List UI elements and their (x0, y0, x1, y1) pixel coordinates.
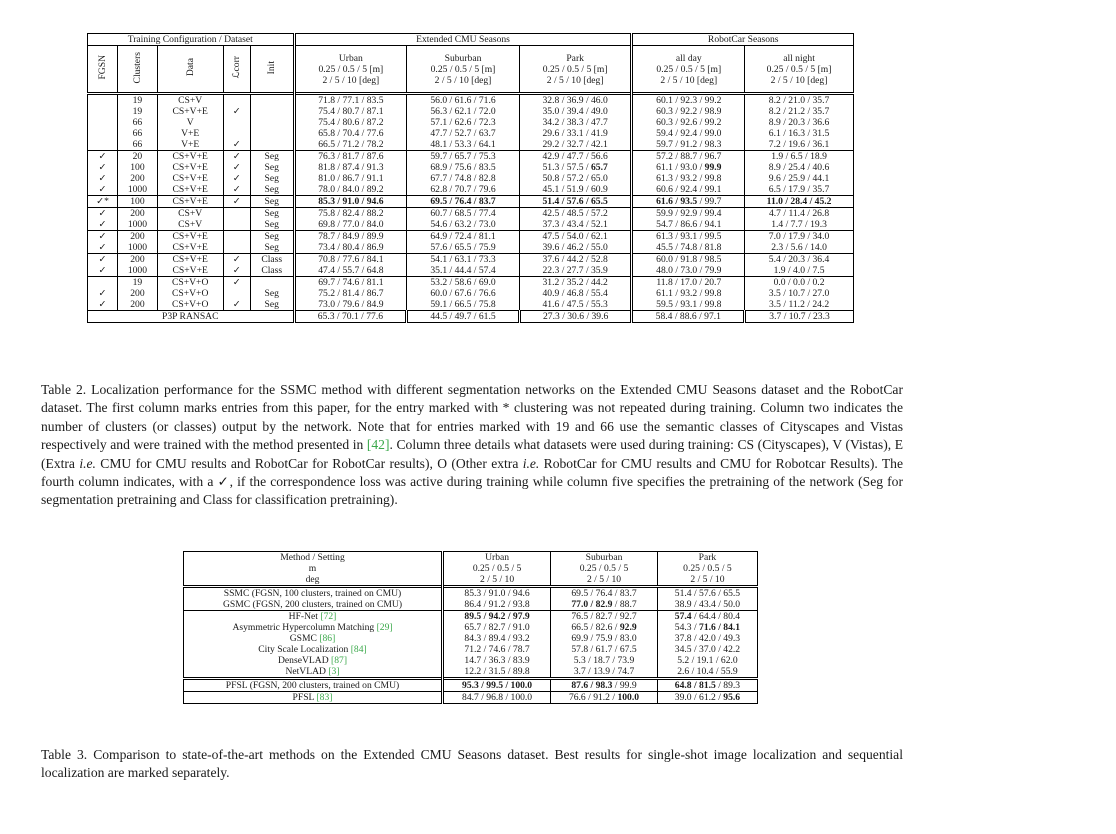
cell-suburban: 47.7 / 52.7 / 63.7 (407, 128, 520, 139)
cell-init: Seg (250, 231, 294, 243)
cell-fgsn: ✓ (98, 173, 107, 184)
cell-urban: 65.7 / 82.7 / 91.0 (443, 622, 551, 633)
cell-suburban: 77.0 / 82.9 / 88.7 (551, 599, 658, 611)
cell-data: CS+V+E (157, 242, 223, 254)
cell-suburban: 67.7 / 74.8 / 82.8 (407, 173, 520, 184)
cell-urban: 89.5 / 94.2 / 97.9 (443, 611, 551, 623)
cell-lcorr (223, 94, 250, 107)
cell-clusters: 66 (118, 117, 158, 128)
cell-method: NetVLAD [3] (285, 666, 340, 677)
cell-park: 2.6 / 10.4 / 55.9 (657, 666, 757, 679)
cell-urban: 65.8 / 70.4 / 77.6 (294, 128, 407, 139)
cell-method: PFSL [83] (184, 692, 443, 704)
cell-park: 34.5 / 37.0 / 42.2 (657, 644, 757, 655)
cell-init: Seg (250, 184, 294, 196)
cell-suburban: 48.1 / 53.3 / 64.1 (407, 139, 520, 151)
table-row (184, 692, 758, 704)
cell-method: GSMC [86] (289, 633, 336, 644)
table-row (184, 587, 758, 600)
cell-allday: 54.7 / 86.6 / 94.1 (632, 219, 745, 231)
cell-fgsn (88, 128, 118, 139)
cell-park: 51.3 / 57.5 / 65.7 (519, 162, 632, 173)
cell-park: 45.1 / 51.9 / 60.9 (519, 184, 632, 196)
group-header-training: Training Configuration / Dataset (127, 34, 253, 45)
table-row-p3p (88, 311, 854, 323)
col-park: Park 0.25 / 0.5 / 5 [m] 2 / 5 / 10 [deg] (519, 46, 632, 94)
cell-allnight: 6.1 / 16.3 / 31.5 (745, 128, 854, 139)
cell-method: GSMC (FGSN, 200 clusters, trained on CMU) (222, 599, 403, 610)
table-3 (183, 551, 758, 704)
cell-suburban: 44.5 / 49.7 / 61.5 (407, 311, 520, 323)
table-row (88, 106, 854, 117)
cell-allnight: 3.5 / 11.2 / 24.2 (745, 299, 854, 311)
table-row (88, 139, 854, 151)
cell-init (250, 277, 294, 289)
cell-allday: 61.1 / 93.2 / 99.8 (632, 288, 745, 299)
table-row (184, 611, 758, 623)
col-allday: all day 0.25 / 0.5 / 5 [m] 2 / 5 / 10 [deg] (632, 46, 745, 94)
cell-allnight: 2.3 / 5.6 / 14.0 (745, 242, 854, 254)
cell-urban: 78.0 / 84.0 / 89.2 (294, 184, 407, 196)
cell-allnight: 3.5 / 10.7 / 27.0 (745, 288, 854, 299)
cell-urban: 85.3 / 91.0 / 94.6 (294, 196, 407, 208)
col-fgsn-text: FGSN (97, 55, 109, 80)
cell-allday: 60.3 / 92.6 / 99.2 (632, 117, 745, 128)
cell-suburban: 59.7 / 65.7 / 75.3 (407, 151, 520, 163)
col-suburban: Suburban 0.25 / 0.5 / 5 [m] 2 / 5 / 10 [deg] (407, 46, 520, 94)
cell-allday: 11.8 / 17.0 / 20.7 (632, 277, 745, 289)
cell-clusters: 19 (118, 277, 158, 289)
cell-clusters: 20 (118, 151, 158, 163)
cell-clusters: 1000 (118, 184, 158, 196)
cell-init: Class (250, 265, 294, 277)
cell-urban: 81.0 / 86.7 / 91.1 (294, 173, 407, 184)
col-suburban: Suburban 0.25 / 0.5 / 5 2 / 5 / 10 (551, 552, 658, 587)
cell-lcorr: ✓ (223, 196, 250, 208)
cell-allday: 48.0 / 73.0 / 79.9 (632, 265, 745, 277)
cell-lcorr (223, 128, 250, 139)
cell-allday: 57.2 / 88.7 / 96.7 (632, 151, 745, 163)
cell-allnight: 3.7 / 10.7 / 23.3 (745, 311, 854, 323)
cell-suburban: 54.1 / 63.1 / 73.3 (407, 254, 520, 266)
cell-fgsn: ✓ (98, 219, 107, 230)
cell-suburban: 87.6 / 98.3 / 99.9 (551, 679, 658, 692)
cell-park: 32.8 / 36.9 / 46.0 (519, 94, 632, 107)
citation: [87] (331, 655, 348, 666)
cell-park: 35.0 / 39.4 / 49.0 (519, 106, 632, 117)
cell-lcorr: ✓ (223, 151, 250, 163)
col-urban: Urban 0.25 / 0.5 / 5 [m] 2 / 5 / 10 [deg] (294, 46, 407, 94)
cell-allday: 59.7 / 91.2 / 98.3 (632, 139, 745, 151)
cell-fgsn (88, 94, 118, 107)
cell-data: CS+V (157, 219, 223, 231)
cell-fgsn: ✓ (98, 184, 107, 195)
col-park: Park 0.25 / 0.5 / 5 2 / 5 / 10 (657, 552, 757, 587)
cell-park: 37.3 / 43.4 / 52.1 (519, 219, 632, 231)
cell-urban: 73.4 / 80.4 / 86.9 (294, 242, 407, 254)
cell-urban: 84.3 / 89.4 / 93.2 (443, 633, 551, 644)
cell-park: 31.2 / 35.2 / 44.2 (519, 277, 632, 289)
cell-init (250, 94, 294, 107)
cell-allnight: 8.2 / 21.0 / 35.7 (745, 94, 854, 107)
cell-method: Asymmetric Hypercolumn Matching [29] (232, 622, 393, 633)
cell-lcorr (223, 231, 250, 243)
cell-suburban: 57.6 / 65.5 / 75.9 (407, 242, 520, 254)
cell-data: CS+V+E (157, 265, 223, 277)
table-row (88, 254, 854, 266)
col-fgsn (88, 46, 118, 94)
col-allnight: all night 0.25 / 0.5 / 5 [m] 2 / 5 / 10 [deg] (745, 46, 854, 94)
table-row (88, 219, 854, 231)
cell-method: HF-Net [72] (184, 611, 443, 623)
cell-data: CS+V+O (157, 277, 223, 289)
cell-park: 42.5 / 48.5 / 57.2 (519, 208, 632, 220)
cell-lcorr (223, 242, 250, 254)
cell-suburban: 69.9 / 75.9 / 83.0 (551, 633, 658, 644)
cell-fgsn (88, 277, 118, 289)
cell-suburban: 56.3 / 62.1 / 72.0 (407, 106, 520, 117)
cell-park: 34.2 / 38.3 / 47.7 (519, 117, 632, 128)
cell-allnight: 8.9 / 20.3 / 36.6 (745, 117, 854, 128)
cell-clusters: 1000 (118, 219, 158, 231)
cell-data: V+E (157, 128, 223, 139)
cell-method: SSMC (FGSN, 100 clusters, trained on CMU) (184, 587, 443, 600)
cell-fgsn: ✓ (88, 208, 118, 220)
col-lcorr (223, 46, 250, 94)
cell-fgsn: ✓ (98, 299, 107, 310)
cell-allday: 58.4 / 88.6 / 97.1 (632, 311, 745, 323)
cell-suburban: 3.7 / 13.9 / 74.7 (551, 666, 658, 679)
cell-init: Seg (250, 299, 294, 311)
cell-allday: 61.3 / 93.1 / 99.5 (632, 231, 745, 243)
cell-method: City Scale Localization [84] (258, 644, 367, 655)
cell-suburban: 57.1 / 62.6 / 72.3 (407, 117, 520, 128)
cell-suburban: 68.9 / 75.6 / 83.5 (407, 162, 520, 173)
cell-urban: 81.8 / 87.4 / 91.3 (294, 162, 407, 173)
table-row (88, 196, 854, 208)
cell-clusters: 19 (118, 106, 158, 117)
cell-park: 40.9 / 46.8 / 55.4 (519, 288, 632, 299)
cell-suburban: 66.5 / 82.6 / 92.9 (551, 622, 658, 633)
cell-fgsn: ✓ (88, 151, 118, 163)
cell-urban: 95.3 / 99.5 / 100.0 (443, 679, 551, 692)
table-row (184, 622, 758, 633)
table-2 (87, 33, 854, 323)
cell-urban: 65.3 / 70.1 / 77.6 (294, 311, 407, 323)
table-row (184, 599, 758, 611)
citation: [29] (376, 622, 393, 633)
table-row (88, 208, 854, 220)
cell-lcorr: ✓ (223, 184, 250, 196)
cell-allnight: 7.2 / 19.6 / 36.1 (745, 139, 854, 151)
cell-clusters: 200 (118, 208, 158, 220)
cell-allday: 60.0 / 91.8 / 98.5 (632, 254, 745, 266)
table-row (184, 633, 758, 644)
cell-urban: 85.3 / 91.0 / 94.6 (443, 587, 551, 600)
cell-park: 41.6 / 47.5 / 55.3 (519, 299, 632, 311)
col-init-text: Init (266, 60, 278, 75)
cell-data: CS+V+E (157, 184, 223, 196)
cell-allday: 61.3 / 93.2 / 99.8 (632, 173, 745, 184)
cell-allnight: 7.0 / 17.9 / 34.0 (745, 231, 854, 243)
cell-fgsn (88, 106, 118, 117)
cell-suburban: 57.8 / 61.7 / 67.5 (551, 644, 658, 655)
cell-data: CS+V (157, 94, 223, 107)
cell-suburban: 60.7 / 68.5 / 77.4 (407, 208, 520, 220)
cell-data: V (157, 117, 223, 128)
citation: [72] (320, 611, 337, 622)
cell-init: Seg (250, 196, 294, 208)
cell-allnight: 11.0 / 28.4 / 45.2 (745, 196, 854, 208)
cell-data: CS+V+E (157, 162, 223, 173)
table-row (88, 277, 854, 289)
cell-urban: 71.8 / 77.1 / 83.5 (294, 94, 407, 107)
cell-allday: 59.9 / 92.9 / 99.4 (632, 208, 745, 220)
cell-allday: 61.6 / 93.5 / 99.7 (632, 196, 745, 208)
cell-init: Seg (250, 208, 294, 220)
cell-init: Seg (250, 242, 294, 254)
cell-suburban: 60.0 / 67.6 / 76.6 (407, 288, 520, 299)
table-row (88, 265, 854, 277)
cell-clusters: 200 (118, 231, 158, 243)
table-row (88, 128, 854, 139)
cell-suburban: 69.5 / 76.4 / 83.7 (551, 587, 658, 600)
cell-lcorr (223, 208, 250, 220)
cell-suburban: 64.9 / 72.4 / 81.1 (407, 231, 520, 243)
table-row (184, 644, 758, 655)
table-row (88, 162, 854, 173)
cell-park: 39.0 / 61.2 / 95.6 (657, 692, 757, 704)
cell-allday: 59.5 / 93.1 / 99.8 (632, 299, 745, 311)
cell-init: Seg (250, 219, 294, 231)
cell-allday: 59.4 / 92.4 / 99.0 (632, 128, 745, 139)
cell-allday: 60.3 / 92.2 / 98.9 (632, 106, 745, 117)
cell-suburban: 53.2 / 58.6 / 69.0 (407, 277, 520, 289)
table-row (88, 117, 854, 128)
cell-fgsn (88, 139, 118, 151)
cell-allday: 60.6 / 92.4 / 99.1 (632, 184, 745, 196)
cell-urban: 75.8 / 82.4 / 88.2 (294, 208, 407, 220)
cell-urban: 73.0 / 79.6 / 84.9 (294, 299, 407, 311)
cell-clusters: 200 (118, 288, 158, 299)
cell-clusters: 200 (118, 299, 158, 311)
cell-park: 54.3 / 71.6 / 84.1 (657, 622, 757, 633)
cell-urban: 84.7 / 96.8 / 100.0 (443, 692, 551, 704)
citation: [83] (316, 692, 333, 703)
cell-allnight: 0.0 / 0.0 / 0.2 (745, 277, 854, 289)
cell-suburban: 56.0 / 61.6 / 71.6 (407, 94, 520, 107)
cell-method: DenseVLAD [87] (278, 655, 348, 666)
col-data (157, 46, 223, 94)
cell-suburban: 59.1 / 66.5 / 75.8 (407, 299, 520, 311)
cell-clusters: 66 (118, 139, 158, 151)
cell-allnight: 1.9 / 6.5 / 18.9 (745, 151, 854, 163)
cell-lcorr: ✓ (223, 106, 250, 117)
cell-clusters: 19 (118, 94, 158, 107)
col-data-text: Data (184, 58, 196, 77)
cell-lcorr: ✓ (223, 173, 250, 184)
cell-suburban: 76.6 / 91.2 / 100.0 (551, 692, 658, 704)
cell-lcorr (223, 288, 250, 299)
cell-fgsn: ✓ (98, 288, 107, 299)
col-init (250, 46, 294, 94)
cell-clusters: 100 (118, 162, 158, 173)
cell-park: 5.2 / 19.1 / 62.0 (657, 655, 757, 666)
table-row (88, 299, 854, 311)
cell-lcorr: ✓ (223, 265, 250, 277)
cell-allday: 45.5 / 74.8 / 81.8 (632, 242, 745, 254)
cell-lcorr: ✓ (223, 299, 250, 311)
group-header-cmu: Extended CMU Seasons (294, 34, 632, 46)
table-row (88, 151, 854, 163)
cell-urban: 69.8 / 77.0 / 84.0 (294, 219, 407, 231)
cell-allnight: 9.6 / 25.9 / 44.1 (745, 173, 854, 184)
cell-park: 51.4 / 57.6 / 65.5 (519, 196, 632, 208)
cell-data: CS+V (157, 208, 223, 220)
cell-clusters: 1000 (118, 265, 158, 277)
table-row (184, 666, 758, 679)
cell-fgsn: ✓* (88, 196, 118, 208)
cell-allday: 60.1 / 92.3 / 99.2 (632, 94, 745, 107)
col-urban: Urban 0.25 / 0.5 / 5 2 / 5 / 10 (443, 552, 551, 587)
table-row (88, 184, 854, 196)
cell-clusters: 100 (118, 196, 158, 208)
cell-urban: 78.7 / 84.9 / 89.9 (294, 231, 407, 243)
cell-init (250, 106, 294, 117)
cell-data: CS+V+E (157, 196, 223, 208)
cell-lcorr: ✓ (223, 254, 250, 266)
cell-suburban: 76.5 / 82.7 / 92.7 (551, 611, 658, 623)
cell-init (250, 139, 294, 151)
cell-park: 37.8 / 42.0 / 49.3 (657, 633, 757, 644)
cell-clusters: 200 (118, 254, 158, 266)
cell-init: Seg (250, 288, 294, 299)
cell-data: CS+V+E (157, 106, 223, 117)
group-header-robotcar: RobotCar Seasons (632, 34, 854, 46)
cell-park: 29.6 / 33.1 / 41.9 (519, 128, 632, 139)
cell-urban: 69.7 / 74.6 / 81.1 (294, 277, 407, 289)
cell-urban: 86.4 / 91.2 / 93.8 (443, 599, 551, 611)
cell-allnight: 1.4 / 7.7 / 19.3 (745, 219, 854, 231)
cell-init: Seg (250, 162, 294, 173)
cell-urban: 71.2 / 74.6 / 78.7 (443, 644, 551, 655)
table-3-caption: Table 3. Comparison to state-of-the-art methods on the Extended CMU Seasons dataset. Best results for single-shot image localization and sequential localization are marked separately. (41, 747, 903, 781)
cell-park: 47.5 / 54.0 / 62.1 (519, 231, 632, 243)
cell-suburban: 5.3 / 18.7 / 73.9 (551, 655, 658, 666)
table-row (88, 231, 854, 243)
cell-urban: 75.2 / 81.4 / 86.7 (294, 288, 407, 299)
cell-lcorr (223, 117, 250, 128)
table-row (184, 655, 758, 666)
col-clusters (118, 46, 158, 94)
cell-urban: 14.7 / 36.3 / 83.9 (443, 655, 551, 666)
cell-data: CS+V+E (157, 254, 223, 266)
col-lcorr-text: ℒcorr (231, 56, 243, 79)
cell-lcorr: ✓ (223, 277, 250, 289)
cell-clusters: 66 (118, 128, 158, 139)
cell-park: 22.3 / 27.7 / 35.9 (519, 265, 632, 277)
cell-urban: 66.5 / 71.2 / 78.2 (294, 139, 407, 151)
cell-park: 64.8 / 81.5 / 89.3 (657, 679, 757, 692)
table-row (88, 288, 854, 299)
cell-fgsn: ✓ (98, 265, 107, 276)
cell-init: Seg (250, 173, 294, 184)
cell-data: V+E (157, 139, 223, 151)
cell-park: 51.4 / 57.6 / 65.5 (657, 587, 757, 600)
citation: [84] (350, 644, 367, 655)
cell-allnight: 6.5 / 17.9 / 35.7 (745, 184, 854, 196)
cell-allnight: 1.9 / 4.0 / 7.5 (745, 265, 854, 277)
cell-p3p-label: P3P RANSAC (88, 311, 295, 323)
cell-park: 27.3 / 30.6 / 39.6 (519, 311, 632, 323)
cell-urban: 70.8 / 77.6 / 84.1 (294, 254, 407, 266)
citation: [86] (319, 633, 336, 644)
cell-park: 29.2 / 32.7 / 42.1 (519, 139, 632, 151)
cell-urban: 75.4 / 80.6 / 87.2 (294, 117, 407, 128)
cell-park: 42.9 / 47.7 / 56.6 (519, 151, 632, 163)
cell-suburban: 54.6 / 63.2 / 73.0 (407, 219, 520, 231)
cell-suburban: 69.5 / 76.4 / 83.7 (407, 196, 520, 208)
table-row (88, 173, 854, 184)
cell-clusters: 200 (118, 173, 158, 184)
table-2-caption: Table 2. Localization performance for the SSMC method with different segmentation networks on the Extended CMU Seasons dataset and the RobotCar dataset. The first column marks entries from this paper, for the entry marked with * clustering was not repeated during training. Column two indicates the number of clusters (or classes) output by the network. Note that for entries marked with 19 and 66 use the semantic classes of Cityscapes and Vistas respectively and were trained with the method presented in [42]. Column three details what datasets were used during training: CS (Cityscapes), V (Vistas), E (Extra i.e. CMU for CMU results and RobotCar for RobotCar results), O (Other extra i.e. RobotCar for CMU results and CMU for Robotcar Results). The fourth column indicates, with a ✓, if the correspondence loss was active during training while column five specifies the pretraining of the network (Seg for segmentation pretraining and Class for classification pretraining). (41, 382, 904, 508)
cell-fgsn: ✓ (88, 231, 118, 243)
cell-park: 57.4 / 64.4 / 80.4 (657, 611, 757, 623)
cell-allday: 61.1 / 93.0 / 99.9 (632, 162, 745, 173)
cell-allnight: 4.7 / 11.4 / 26.8 (745, 208, 854, 220)
cell-suburban: 62.8 / 70.7 / 79.6 (407, 184, 520, 196)
cell-urban: 47.4 / 55.7 / 64.8 (294, 265, 407, 277)
cell-data: CS+V+E (157, 151, 223, 163)
cell-init: Class (250, 254, 294, 266)
cell-park: 50.8 / 57.2 / 65.0 (519, 173, 632, 184)
cell-fgsn (88, 117, 118, 128)
cell-fgsn: ✓ (88, 254, 118, 266)
cell-data: CS+V+O (157, 288, 223, 299)
cell-suburban: 35.1 / 44.4 / 57.4 (407, 265, 520, 277)
cell-allnight: 5.4 / 20.3 / 36.4 (745, 254, 854, 266)
table-row (88, 242, 854, 254)
cell-allnight: 8.9 / 25.4 / 40.6 (745, 162, 854, 173)
cell-park: 38.9 / 43.4 / 50.0 (657, 599, 757, 611)
cell-clusters: 1000 (118, 242, 158, 254)
cell-method: PFSL (FGSN, 200 clusters, trained on CMU) (184, 679, 443, 692)
table-row (88, 94, 854, 107)
cell-init (250, 117, 294, 128)
cell-data: CS+V+E (157, 231, 223, 243)
cell-data: CS+V+O (157, 299, 223, 311)
cell-fgsn: ✓ (98, 162, 107, 173)
cell-lcorr (223, 219, 250, 231)
table-row (184, 679, 758, 692)
cell-init (250, 128, 294, 139)
cell-allnight: 8.2 / 21.2 / 35.7 (745, 106, 854, 117)
cell-urban: 75.4 / 80.7 / 87.1 (294, 106, 407, 117)
col-clusters-text: Clusters (131, 51, 143, 84)
cell-init: Seg (250, 151, 294, 163)
cell-urban: 76.3 / 81.7 / 87.6 (294, 151, 407, 163)
cell-urban: 12.2 / 31.5 / 89.8 (443, 666, 551, 679)
cell-data: CS+V+E (157, 173, 223, 184)
cell-park: 39.6 / 46.2 / 55.0 (519, 242, 632, 254)
cell-lcorr: ✓ (223, 139, 250, 151)
col-method: Method / Setting m deg (280, 552, 345, 585)
cell-park: 37.6 / 44.2 / 52.8 (519, 254, 632, 266)
citation: [3] (328, 666, 340, 677)
cell-fgsn: ✓ (98, 242, 107, 253)
cell-lcorr: ✓ (223, 162, 250, 173)
